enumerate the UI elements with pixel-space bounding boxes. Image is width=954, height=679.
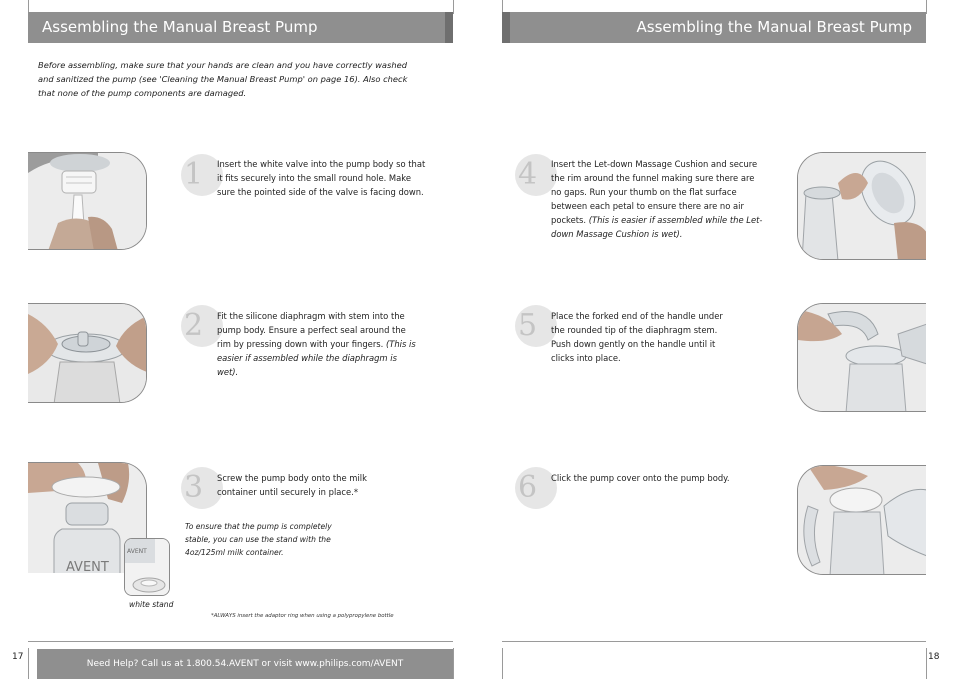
right-page [477, 0, 954, 679]
avent-bottle-logo: AVENT [66, 560, 109, 573]
header-accent [445, 12, 453, 43]
header-bar-right [502, 12, 926, 43]
crop-mark [926, 648, 927, 679]
header-bar-left [28, 12, 453, 43]
step-1-text [217, 157, 427, 199]
valve-photo-illustration [28, 153, 147, 250]
intro-text: Before assembling, make sure that your hands are clean and you have correctly washed and sanitized the pump (see 'Cleaning the Manual Breast Pump' on page 16). Also check that none of the pump components are damaged. [38, 60, 408, 98]
step-2-italic: (This is easier if assembled while the diaphragm is wet). [217, 339, 416, 377]
step-5-photo [797, 303, 926, 412]
help-text: Need Help? Call us at 1.800.54.AVENT or visit www.philips.com/AVENT [86, 659, 404, 669]
step-number-4: 4 [515, 154, 557, 196]
handle-photo-illustration [798, 304, 926, 412]
avent-logo-small: AVENT [127, 548, 147, 555]
step-6-text [551, 471, 751, 485]
step-3-text [217, 471, 387, 499]
step-2-text [217, 309, 417, 379]
white-stand-photo [124, 538, 170, 596]
crop-mark [453, 648, 454, 679]
crop-mark [453, 0, 454, 14]
step-number-2: 2 [181, 305, 223, 347]
step-3-body: Screw the pump body onto the milk container until securely in place.* [217, 473, 367, 497]
stand-label: white stand [129, 600, 174, 609]
step-6-photo [797, 465, 926, 575]
stand-illustration [125, 539, 170, 596]
step-2-body: Fit the silicone diaphragm with stem into the pump body. Ensure a perfect seal around the rim by pressing down with your fingers. [217, 311, 406, 349]
page-title-left: Assembling the Manual Breast Pump [42, 18, 318, 36]
crop-mark [28, 648, 29, 679]
crop-mark [502, 648, 503, 679]
page-title-right: Assembling the Manual Breast Pump [636, 18, 912, 36]
cover-photo-illustration [798, 466, 926, 575]
crop-mark [926, 0, 927, 14]
step-1-body: Insert the white valve into the pump body so that it fits securely into the small round hole. Make sure the pointed side of the valve is facing down. [217, 159, 426, 197]
step-3-note: To ensure that the pump is completely stable, you can use the stand with the 4oz/125ml milk container. [185, 522, 332, 557]
step-4-text [551, 157, 763, 241]
step-5-body: Place the forked end of the handle under the rounded tip of the diaphragm stem. Push down gently on the handle until it clicks into place. [551, 311, 723, 363]
step-1-photo [28, 152, 147, 250]
step-number-1: 1 [181, 154, 223, 196]
step-6-body: Click the pump cover onto the pump body. [551, 473, 730, 483]
step-number-3: 3 [181, 467, 223, 509]
step-4-photo [797, 152, 926, 260]
guide-line [502, 641, 926, 642]
step-number-5: 5 [515, 305, 557, 347]
step-5-text [551, 309, 736, 365]
step-2-photo [28, 303, 147, 403]
step-4-body: Insert the Let-down Massage Cushion and secure the rim around the funnel making sure there are no gaps. Run your thumb on the flat surface between each petal to ensure there are no air pockets. [551, 159, 758, 225]
cushion-photo-illustration [798, 153, 926, 260]
step-4-italic: (This is easier if assembled while the Let-down Massage Cushion is wet). [551, 215, 763, 239]
header-accent [502, 12, 510, 43]
step-number-6: 6 [515, 467, 557, 509]
diaphragm-photo-illustration [28, 304, 147, 403]
page-number-right: 18 [928, 652, 940, 662]
guide-line [28, 641, 453, 642]
page-number-left: 17 [12, 652, 24, 662]
footnote: *ALWAYS insert the adaptor ring when using a polypropylene bottle [211, 613, 394, 619]
footer-help-bar [37, 649, 453, 679]
